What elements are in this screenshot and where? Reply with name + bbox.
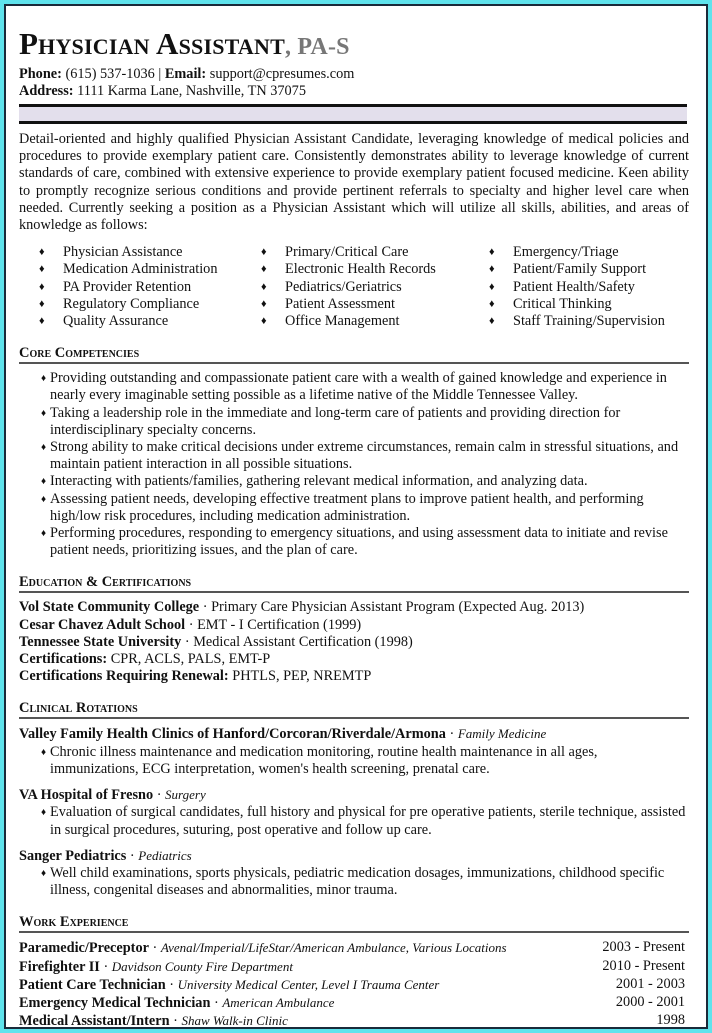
skill-item: ♦ Physician Assistance (39, 244, 261, 261)
separator: · (153, 787, 166, 804)
skill-item: ♦ Patient Assessment (261, 296, 489, 313)
institution: Cesar Chavez Adult School (19, 616, 186, 633)
phone: (615) 537-1036 (65, 66, 155, 82)
work-item (19, 1012, 689, 1030)
skill-item: ♦ PA Provider Retention (39, 279, 261, 296)
job-dates: 2010 - Present (602, 957, 685, 974)
skill-item: ♦ Primary/Critical Care (261, 244, 489, 261)
cert-label: Certifications: (19, 651, 108, 668)
education-item (19, 634, 689, 651)
list-item: ♦ Interacting with patients/families, gathering relevant medical information, and analyzing data. (41, 473, 689, 490)
skill-item: ♦ Regulatory Compliance (39, 296, 261, 313)
list-item: ♦ Performing procedures, responding to emergency situations, and using assessment data to initiate and revise patient needs, prioritizing issues, and the plan of care. (41, 525, 689, 559)
job-title: Firefighter II (19, 958, 100, 975)
summary: Detail-oriented and highly qualified Physician Assistant Candidate, leveraging knowledge of medical policies and procedures to provide exemplary patient care. Consistently demonstrates ability to leverage knowledge of current standards of care, combined with extensive experience to provide exemplary patient focused medicine. Keen ability to promptly recognize serious conditions and provide pertinent referrals to specialty and higher level care when needed. Currently seeking a position as a Physician Assistant which will utilize all skills, abilities, and areas of knowledge as follows: (19, 131, 689, 234)
program: · EMT - I Certification (1999) (185, 616, 362, 633)
separator: · (445, 726, 458, 743)
rotation (19, 725, 689, 778)
cert-label: Certifications Requiring Renewal: (19, 668, 229, 685)
job-title: Paramedic/Preceptor (19, 940, 149, 957)
rotation-site: Sanger Pediatrics (19, 847, 127, 864)
credential: , PA-S (284, 34, 350, 60)
education-item (19, 599, 689, 616)
email[interactable]: support@cpresumes.com (209, 66, 355, 82)
employer: University Medical Center, Level I Trauma Center (177, 976, 440, 992)
rotation-specialty: Family Medicine (457, 726, 547, 742)
section-heading-work: Work Experience (19, 914, 689, 933)
email-label: Email: (164, 66, 207, 82)
skills-grid (19, 244, 689, 330)
employer: Davidson County Fire Department (111, 958, 293, 974)
skill-item: ♦ Critical Thinking (489, 296, 689, 313)
skill-item: ♦ Emergency/Triage (489, 244, 689, 261)
institution: Tennessee State University (19, 633, 182, 650)
rotation-specialty: Surgery (165, 787, 206, 803)
list-item: ♦ Chronic illness maintenance and medication monitoring, routine health maintenance in all ages, immunizations, ECG interpretation, women's health screening, prenatal care. (41, 744, 689, 778)
work-list (19, 939, 689, 1030)
separator: | (158, 66, 162, 82)
work-item (19, 994, 689, 1012)
skill-item: ♦ Medication Administration (39, 261, 261, 278)
skill-item: ♦ Patient/Family Support (489, 261, 689, 278)
separator: · (99, 958, 112, 975)
work-item (19, 958, 689, 976)
job-title: Emergency Medical Technician (19, 994, 211, 1011)
section-heading-education: Education & Certifications (19, 574, 689, 593)
list-item: ♦ Evaluation of surgical candidates, full history and physical for pre operative patients, sterile technique, assisted in surgical procedures, suturing, post operative and follow up care. (41, 804, 689, 838)
skill-item: ♦ Patient Health/Safety (489, 279, 689, 296)
contact-block (19, 66, 354, 100)
employer: Avenal/Imperial/LifeStar/American Ambulance, Various Locations (160, 940, 507, 956)
address: 1111 Karma Lane, Nashville, TN 37075 (77, 83, 306, 100)
education-item (19, 617, 689, 634)
education-item (19, 668, 689, 685)
list-item: ♦ Assessing patient needs, developing effective treatment plans to improve patient health, and performing high/low risk procedures, including medication administration. (41, 491, 689, 525)
separator: · (148, 940, 161, 957)
address-label: Address: (19, 83, 74, 100)
work-item (19, 976, 689, 994)
section-heading-core: Core Competencies (19, 345, 689, 364)
resume-title (19, 26, 350, 65)
job-dates: 1998 (656, 1012, 685, 1029)
header-divider (19, 104, 687, 124)
skill-item: ♦ Quality Assurance (39, 313, 261, 330)
cert-list: PHTLS, PEP, NREMTP (228, 668, 372, 685)
list-item: ♦ Providing outstanding and compassionate patient care with a wealth of gained knowledge and experience in nearly every imaginable setting possible as a lifetime native of the Middle Tennessee Valley. (41, 370, 689, 404)
skill-item: ♦ Office Management (261, 313, 489, 330)
separator: · (169, 1013, 182, 1030)
name: Physician Assistant (19, 26, 285, 61)
resume-page (4, 4, 708, 1029)
core-list (19, 370, 689, 559)
list-item: ♦ Strong ability to make critical decisions under extreme circumstances, remain calm in stressful situations, and maintain patient interaction in all possible situations. (41, 439, 689, 473)
cert-list: CPR, ACLS, PALS, EMT-P (107, 651, 271, 668)
rotation-site: Valley Family Health Clinics of Hanford/Corcoran/Riverdale/Armona (19, 726, 446, 743)
section-heading-rotations: Clinical Rotations (19, 700, 689, 719)
skill-item: ♦ Electronic Health Records (261, 261, 489, 278)
institution: Vol State Community College (19, 599, 200, 616)
list-item: ♦ Taking a leadership role in the immediate and long-term care of patients and providing direction for interdisciplinary specialty concerns. (41, 405, 689, 439)
rotation (19, 847, 689, 900)
job-title: Medical Assistant/Intern (19, 1013, 170, 1030)
employer: American Ambulance (222, 994, 335, 1010)
skill-item: ♦ Pediatrics/Geriatrics (261, 279, 489, 296)
job-dates: 2001 - 2003 (615, 975, 685, 992)
skill-item: ♦ Staff Training/Supervision (489, 313, 689, 330)
rotation (19, 786, 689, 839)
separator: · (210, 994, 223, 1011)
rotation-specialty: Pediatrics (138, 847, 192, 863)
job-dates: 2000 - 2001 (615, 993, 685, 1010)
program: · Primary Care Physician Assistant Program (Expected Aug. 2013) (199, 599, 585, 616)
work-item (19, 939, 689, 957)
program: · Medical Assistant Certification (1998) (181, 633, 413, 650)
rotation-site: VA Hospital of Fresno (19, 787, 154, 804)
separator: · (165, 976, 178, 993)
list-item: ♦ Well child examinations, sports physicals, pediatric medication dosages, immunizations, childhood specific illness, congenital diseases and abnormalities, minor trauma. (41, 865, 689, 899)
phone-label: Phone: (19, 66, 62, 82)
employer: Shaw Walk-in Clinic (181, 1013, 288, 1029)
job-dates: 2003 - Present (602, 939, 685, 956)
education-item (19, 651, 689, 668)
separator: · (126, 847, 139, 864)
job-title: Patient Care Technician (19, 976, 166, 993)
